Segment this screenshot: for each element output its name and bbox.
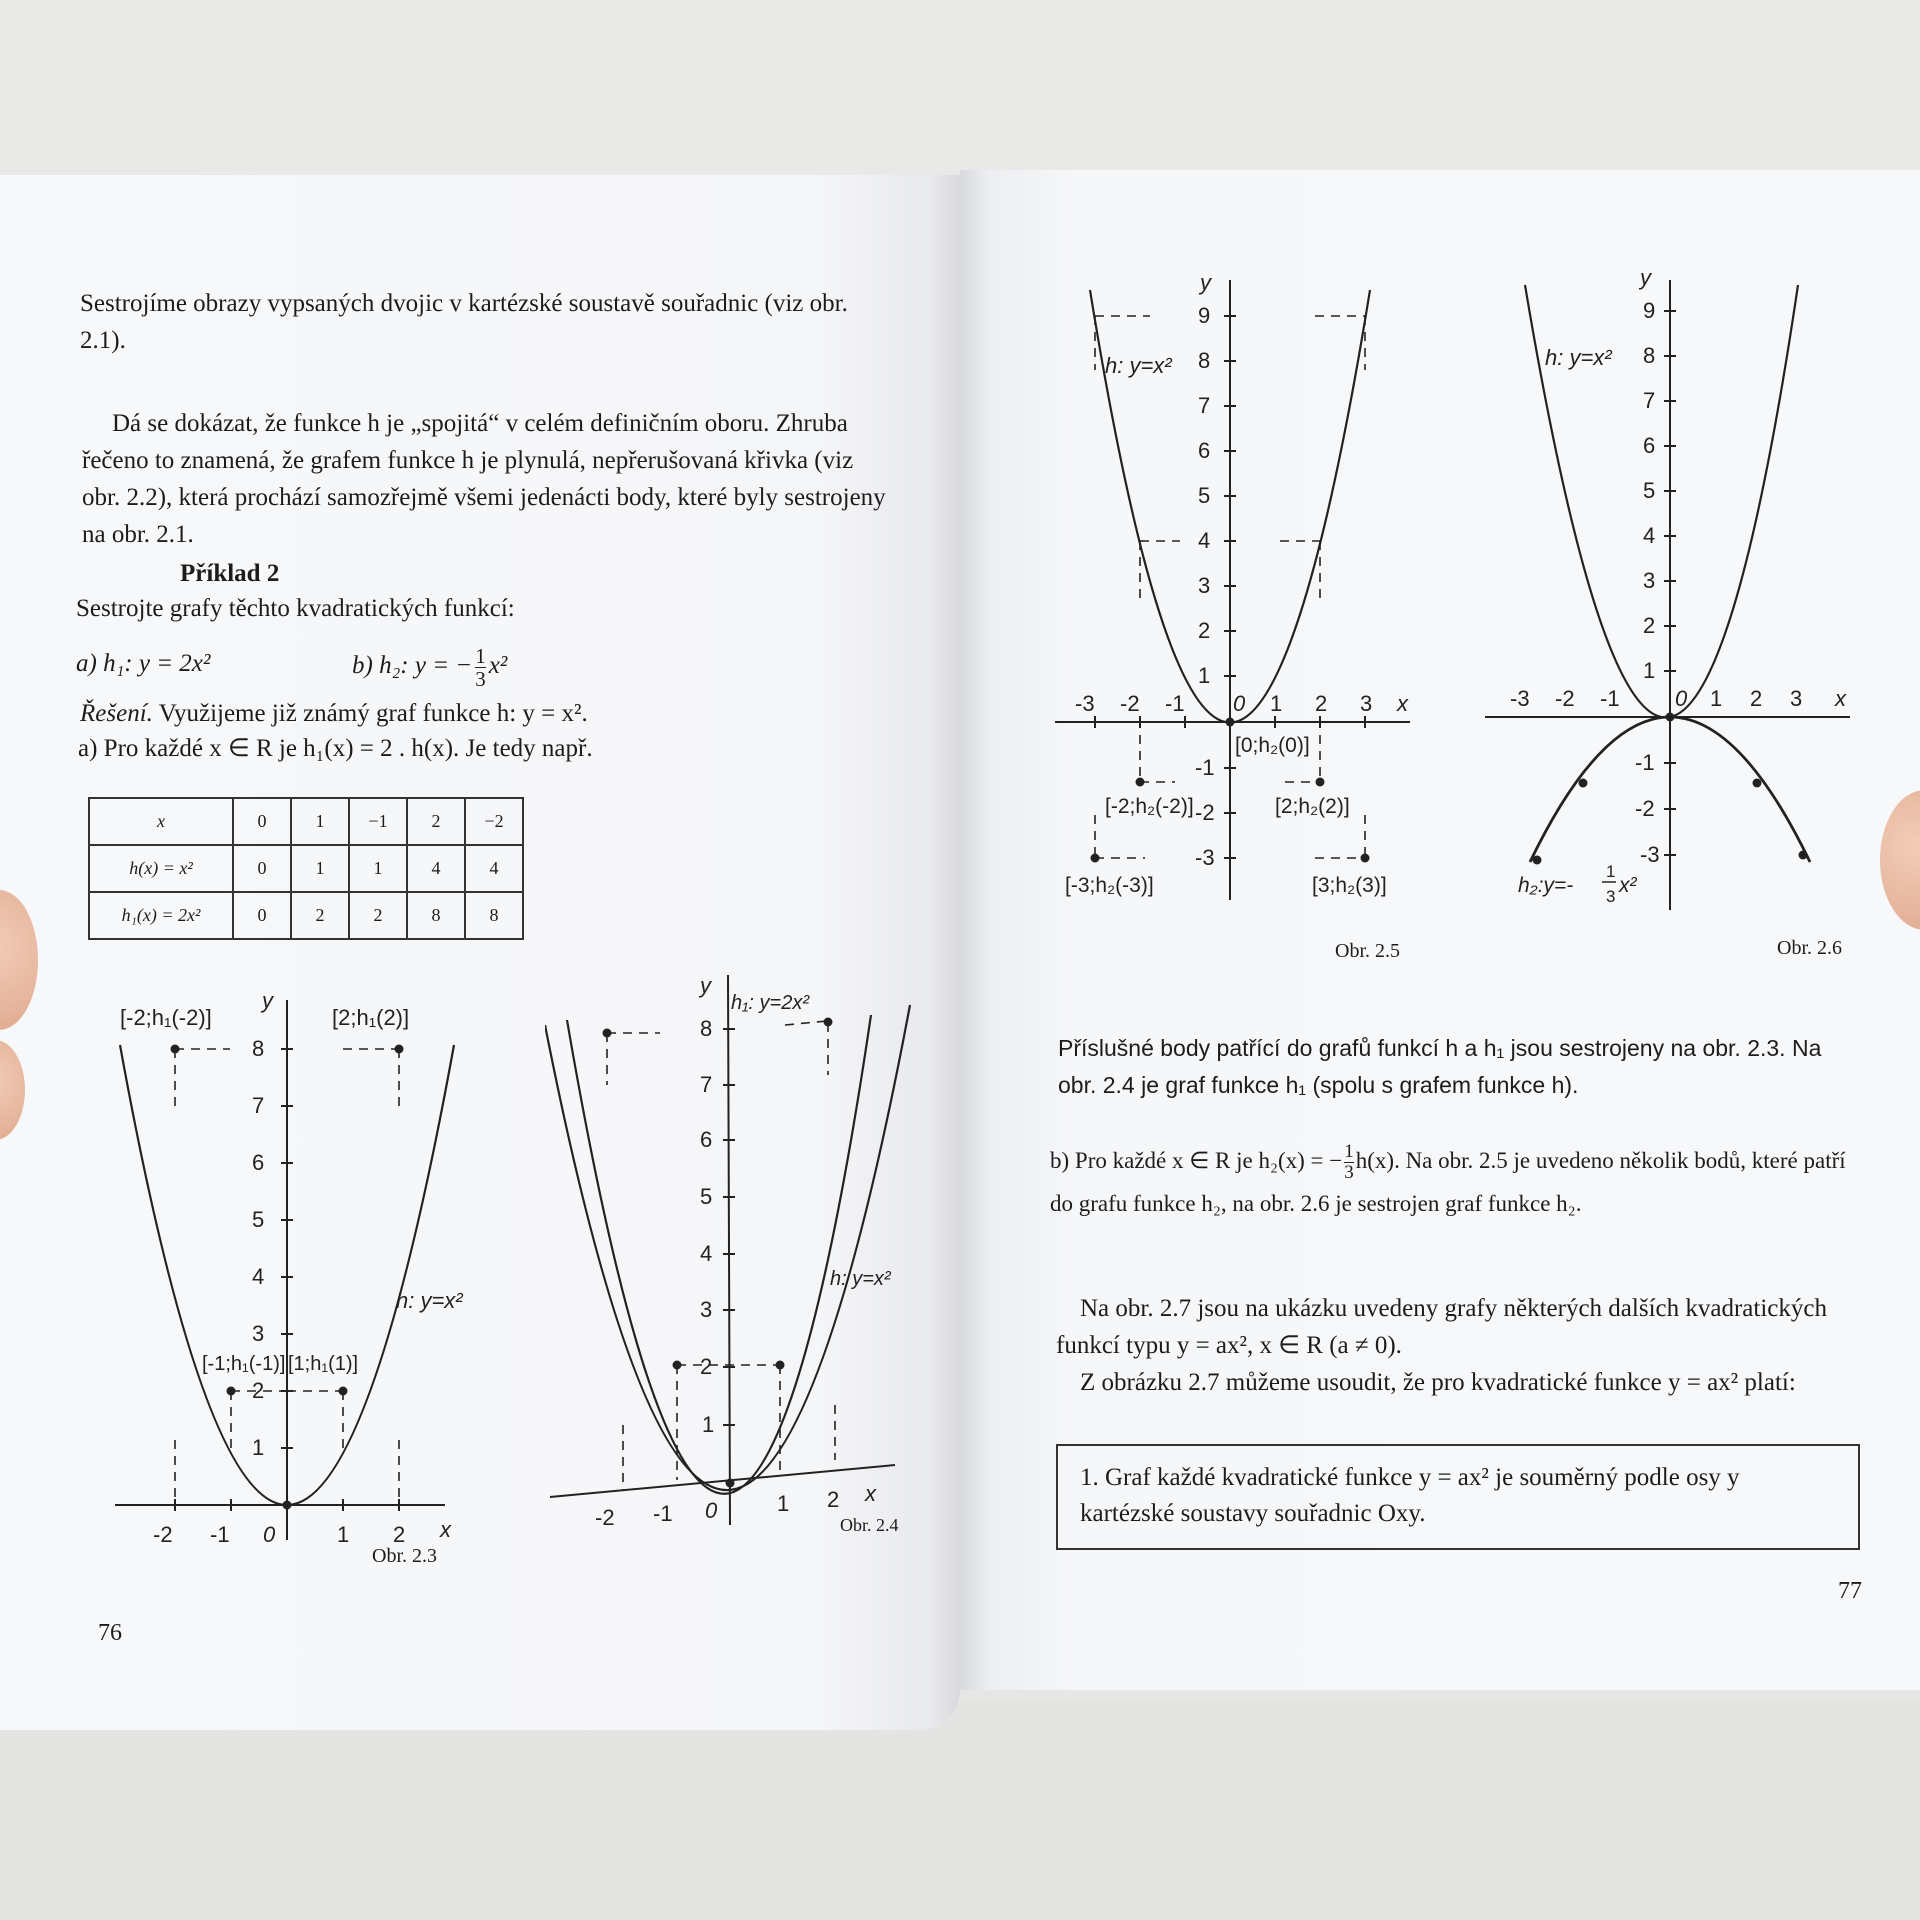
point xyxy=(1136,778,1145,787)
table-cell: 2 xyxy=(349,892,407,939)
fraction-numerator: 1 xyxy=(1606,862,1616,881)
task-text: Sestrojte grafy těchto kvadratických funkcí: xyxy=(76,595,515,622)
point xyxy=(1666,713,1675,722)
para2-suffix: h(x). Na obr. 2.5 je uvedeno několik bodů, které patří do grafu funkce h₂, na obr. 2.6 je sestrojen graf funkce h₂. xyxy=(1050,1148,1846,1217)
table-cell: x xyxy=(89,798,233,845)
right-para-2 xyxy=(1050,1140,1860,1225)
y-tick-label: -3 xyxy=(1195,845,1215,870)
left-para-2: Dá se dokázat, že funkce h je „spojitá“ v celém definičním oboru. Zhruba řečeno to znamená, že grafem funkce h je plynulá, nepřerušovaná křivka (viz obr. 2.2), která prochází samozřejmě všemi jedenácti body, které byly sestrojeny na obr. 2.1. xyxy=(82,410,886,548)
y-tick-label: -1 xyxy=(1195,755,1215,780)
point xyxy=(776,1361,785,1370)
task-b-prefix: b) h₂: y = − xyxy=(352,652,473,680)
y-axis-label: y xyxy=(1200,270,1211,295)
x-axis-label: x xyxy=(440,1517,451,1542)
y-tick-label: -3 xyxy=(1640,842,1660,867)
caption-2-6: Obr. 2.6 xyxy=(1777,937,1842,959)
point xyxy=(171,1045,180,1054)
y-tick-label: -2 xyxy=(1635,796,1655,821)
x-tick-label: -3 xyxy=(1075,691,1095,716)
background-top xyxy=(0,0,1920,175)
x-tick-label: -1 xyxy=(210,1522,230,1547)
y-axis-label: y xyxy=(700,973,711,998)
y-tick-label: 2 xyxy=(700,1354,713,1379)
y-tick-label: -2 xyxy=(1195,800,1215,825)
x-tick-label: 0 xyxy=(1233,691,1246,716)
parabola-h1 xyxy=(567,1015,871,1494)
figure-2-5 xyxy=(1050,260,1420,910)
y-tick-label: 6 xyxy=(1198,438,1211,463)
point xyxy=(1579,779,1588,788)
x-tick-label: -2 xyxy=(1555,686,1575,711)
table-cell: 0 xyxy=(233,798,291,845)
caption-2-3: Obr. 2.3 xyxy=(372,1545,437,1567)
curve-label-prefix: h₂:y=- xyxy=(1518,874,1574,897)
x-tick-label: 2 xyxy=(393,1522,406,1547)
x-axis-label: x xyxy=(865,1481,876,1506)
curve-label-suffix: x² xyxy=(1619,874,1637,897)
para2-fraction xyxy=(1344,1142,1354,1183)
fraction-denominator: 3 xyxy=(475,667,486,691)
task-a: a) h₁: y = 2x² xyxy=(76,650,211,677)
solution-a: a) Pro každé x ∈ R je h₁(x) = 2 . h(x). Je tedy např. xyxy=(78,735,593,762)
axes xyxy=(115,1000,445,1540)
fraction-denominator: 3 xyxy=(1344,1162,1354,1184)
y-tick-label: 4 xyxy=(700,1241,713,1266)
x-tick-label: -1 xyxy=(1600,686,1620,711)
point-label: [3;h₂(3)] xyxy=(1312,874,1387,897)
point xyxy=(673,1361,682,1370)
x-tick-label: 0 xyxy=(263,1522,276,1547)
point-label: [0;h₂(0)] xyxy=(1235,734,1310,757)
x-axis-line xyxy=(550,1465,895,1497)
point xyxy=(603,1029,612,1038)
y-tick-label: 7 xyxy=(1198,393,1211,418)
point xyxy=(824,1018,833,1027)
right-para-4: Z obrázku 2.7 můžeme usoudit, že pro kvadratické funkce y = ax² platí: xyxy=(1080,1369,1796,1396)
caption-2-5: Obr. 2.5 xyxy=(1335,940,1400,962)
page-number-left: 76 xyxy=(98,1620,122,1646)
y-tick-label: 7 xyxy=(252,1093,265,1118)
point-label: [2;h₂(2)] xyxy=(1275,795,1350,818)
point-label: [1;h₁(1)] xyxy=(288,1353,359,1375)
rule-box: 1. Graf každé kvadratické funkce y = ax² je souměrný podle osy y kartézské soustavy souřadnic Oxy. xyxy=(1056,1444,1860,1550)
figure-2-3 xyxy=(100,980,500,1560)
point-label: [-3;h₂(-3)] xyxy=(1065,874,1154,897)
x-axis-label: x xyxy=(1835,686,1846,711)
x-tick-label: -2 xyxy=(595,1505,615,1530)
example-title: Příklad 2 xyxy=(180,560,280,587)
caption-2-4: Obr. 2.4 xyxy=(840,1515,899,1535)
h2-label xyxy=(1518,862,1638,906)
table-cell: 4 xyxy=(407,845,465,892)
y-tick-label: 1 xyxy=(1198,663,1211,688)
y-tick-label: 9 xyxy=(1643,298,1656,323)
point xyxy=(1533,856,1542,865)
point-label: [2;h₁(2)] xyxy=(332,1005,410,1030)
task-b-fraction xyxy=(475,645,486,690)
table-row xyxy=(89,798,523,845)
solution-line xyxy=(80,695,588,732)
y-axis-label: y xyxy=(1640,265,1651,290)
x-tick-label: 2 xyxy=(1315,691,1328,716)
x-tick-label: 1 xyxy=(1270,691,1283,716)
point xyxy=(339,1387,348,1396)
y-tick-label: 3 xyxy=(1643,568,1656,593)
point-label: [-1;h₁(-1)] xyxy=(202,1353,286,1375)
table-cell: 8 xyxy=(465,892,523,939)
y-tick-label: 6 xyxy=(252,1150,265,1175)
x-tick-label: 0 xyxy=(1675,686,1688,711)
task-b-suffix: x² xyxy=(488,652,508,680)
y-axis-label: y xyxy=(262,988,273,1013)
x-tick-label: 1 xyxy=(337,1522,350,1547)
figure-2-6 xyxy=(1480,260,1860,920)
point xyxy=(283,1501,292,1510)
y-tick-label: 6 xyxy=(1643,433,1656,458)
y-tick-label: 1 xyxy=(252,1435,265,1460)
fraction-denominator: 3 xyxy=(1606,887,1616,906)
point-labels xyxy=(120,1005,463,1375)
x-tick-label: -2 xyxy=(153,1522,173,1547)
table-row xyxy=(89,892,523,939)
y-tick-label: 8 xyxy=(1643,343,1656,368)
y-tick-label: 2 xyxy=(252,1378,265,1403)
solution-label: Řešení. xyxy=(80,700,153,727)
curve-label: h: y=x² xyxy=(1105,353,1172,378)
figure-2-4 xyxy=(545,965,925,1545)
task-b xyxy=(352,645,507,690)
y-axis-line xyxy=(728,975,730,1525)
curve-label: h₁: y=2x² xyxy=(731,992,810,1014)
point xyxy=(726,1479,735,1488)
x-tick-label: -1 xyxy=(1165,691,1185,716)
fraction-numerator: 1 xyxy=(475,644,486,668)
tick-labels xyxy=(1510,265,1847,867)
tick-labels xyxy=(595,973,892,1530)
point xyxy=(1753,779,1762,788)
point xyxy=(1799,851,1808,860)
y-tick-label: -1 xyxy=(1635,750,1655,775)
y-tick-label: 2 xyxy=(1643,613,1656,638)
table-cell: 1 xyxy=(291,798,349,845)
x-tick-label: 1 xyxy=(777,1491,790,1516)
point xyxy=(395,1045,404,1054)
values-table xyxy=(88,797,524,940)
curve-label: h: y=x² xyxy=(830,1268,891,1290)
x-tick-label: 1 xyxy=(1710,686,1723,711)
table-cell: 2 xyxy=(407,798,465,845)
solution-text: Využijeme již známý graf funkce h: y = x². xyxy=(152,700,588,727)
x-tick-label: 0 xyxy=(705,1498,718,1523)
point xyxy=(227,1387,236,1396)
y-tick-label: 5 xyxy=(252,1207,265,1232)
y-tick-label: 8 xyxy=(1198,348,1211,373)
point xyxy=(1226,718,1235,727)
y-tick-label: 5 xyxy=(1643,478,1656,503)
x-tick-label: -2 xyxy=(1120,691,1140,716)
x-axis-label: x xyxy=(1397,691,1408,716)
table-cell: −2 xyxy=(465,798,523,845)
background-bottom xyxy=(0,1700,1920,1920)
y-tick-label: 3 xyxy=(252,1321,265,1346)
point-labels xyxy=(1065,734,1387,897)
y-tick-label: 5 xyxy=(700,1184,713,1209)
x-tick-label: -3 xyxy=(1510,686,1530,711)
y-tick-label: 9 xyxy=(1198,303,1211,328)
y-tick-label: 5 xyxy=(1198,483,1211,508)
y-tick-label: 4 xyxy=(1643,523,1656,548)
para2-prefix: b) Pro každé x ∈ R je h₂(x) = − xyxy=(1050,1148,1343,1173)
table-cell: 1 xyxy=(349,845,407,892)
y-tick-label: 8 xyxy=(700,1016,713,1041)
curve-label: h: y=x² xyxy=(396,1288,463,1313)
table-cell: 0 xyxy=(233,892,291,939)
table-cell: h(x) = x² xyxy=(89,845,233,892)
point xyxy=(1091,854,1100,863)
left-para-1: Sestrojíme obrazy vypsaných dvojic v kartézské soustavě souřadnic (viz obr. 2.1). xyxy=(80,290,848,354)
point-label: [-2;h₁(-2)] xyxy=(120,1005,212,1030)
curve-label: h: y=x² xyxy=(1545,345,1612,370)
y-tick-label: 3 xyxy=(700,1297,713,1322)
x-tick-label: 3 xyxy=(1360,691,1373,716)
y-tick-label: 1 xyxy=(1643,658,1656,683)
table-cell: 2 xyxy=(291,892,349,939)
point xyxy=(1316,778,1325,787)
y-tick-label: 7 xyxy=(1643,388,1656,413)
y-tick-label: 4 xyxy=(1198,528,1211,553)
page-number-right: 77 xyxy=(1838,1578,1862,1604)
point xyxy=(1361,854,1370,863)
y-tick-label: 8 xyxy=(252,1036,265,1061)
table-cell: −1 xyxy=(349,798,407,845)
y-tick-label: 2 xyxy=(1198,618,1211,643)
point-label: [-2;h₂(-2)] xyxy=(1105,795,1194,818)
table-cell: 0 xyxy=(233,845,291,892)
x-tick-label: -1 xyxy=(653,1501,673,1526)
axes xyxy=(550,975,895,1525)
right-para-3: Na obr. 2.7 jsou na ukázku uvedeny grafy některých dalších kvadratických funkcí typu y = ax², x ∈ R (a ≠ 0). xyxy=(1056,1295,1827,1359)
right-para-1: Příslušné body patřící do grafů funkcí h a h₁ jsou sestrojeny na obr. 2.3. Na obr. 2.4 je graf funkce h₁ (spolu s grafem funkce h). xyxy=(1058,1035,1822,1098)
y-tick-label: 4 xyxy=(252,1264,265,1289)
y-tick-label: 7 xyxy=(700,1072,713,1097)
table-row xyxy=(89,845,523,892)
x-tick-label: 2 xyxy=(827,1487,840,1512)
table-cell: 1 xyxy=(291,845,349,892)
fraction-numerator: 1 xyxy=(1344,1141,1354,1163)
table-cell: 8 xyxy=(407,892,465,939)
y-tick-label: 1 xyxy=(702,1412,715,1437)
x-tick-label: 2 xyxy=(1750,686,1763,711)
guide-lines xyxy=(607,1021,835,1490)
table-cell: h₁(x) = 2x² xyxy=(89,892,233,939)
x-tick-label: 3 xyxy=(1790,686,1803,711)
y-tick-label: 6 xyxy=(700,1127,713,1152)
table-cell: 4 xyxy=(465,845,523,892)
y-tick-label: 3 xyxy=(1198,573,1211,598)
